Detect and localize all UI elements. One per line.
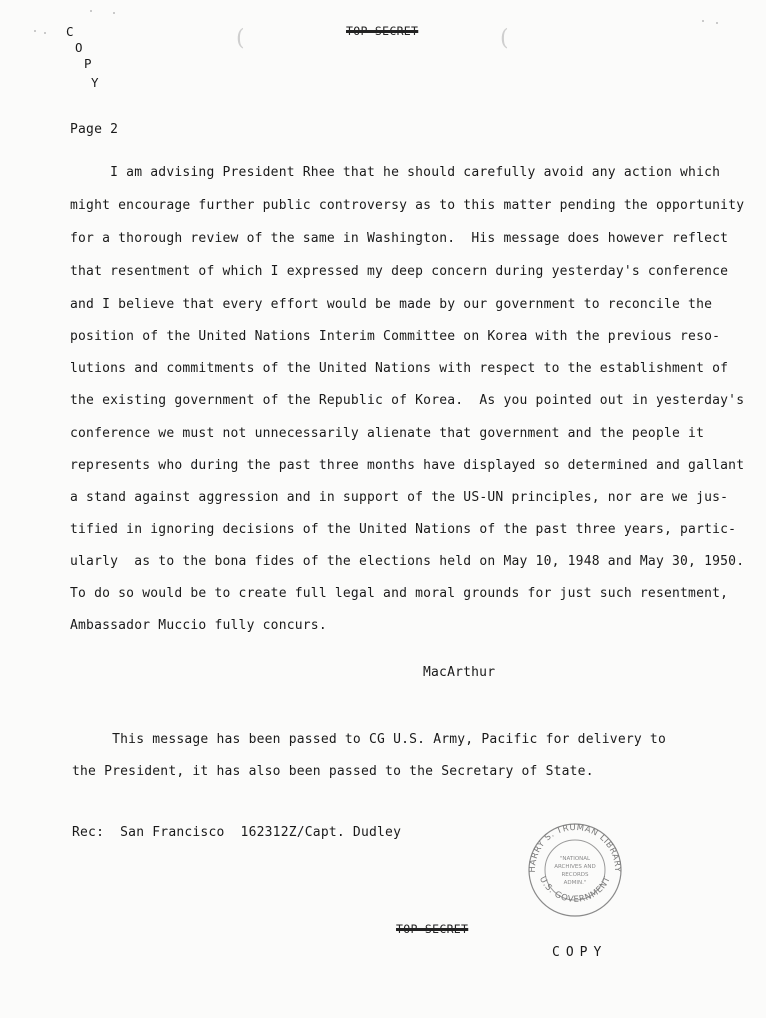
stamp-center-line: ADMIN." (563, 880, 587, 886)
body-line: position of the United Nations Interim Committee on Korea with the previous reso- (70, 329, 721, 344)
punch-hole-mark: ( (236, 26, 245, 51)
stamp-bottom-text: U.S. GOVERNMENT (536, 874, 614, 905)
scan-speck (90, 10, 92, 12)
body-line: lutions and commitments of the United Nations with respect to the establishment of (70, 361, 729, 376)
truman-library-stamp (521, 818, 629, 918)
body-line: might encourage further public controversy as to this matter pending the opportunity (70, 198, 745, 213)
body-line: I am advising President Rhee that he should carefully avoid any action which (70, 165, 721, 180)
body-line: conference we must not unnecessarily alienate that government and the people it (70, 426, 705, 441)
body-line: the existing government of the Republic of Korea. As you pointed out in yesterday's (70, 393, 745, 408)
body-line: a stand against aggression and in support of the US-UN principles, nor are we jus- (70, 490, 729, 505)
stamp-center-line: ARCHIVES AND (554, 864, 596, 870)
note-line: the President, it has also been passed to the Secretary of State. (72, 764, 594, 779)
signature: MacArthur (423, 665, 496, 680)
body-line: tified in ignoring decisions of the United Nations of the past three years, partic- (70, 522, 737, 537)
note-line: This message has been passed to CG U.S. Army, Pacific for delivery to (72, 732, 666, 747)
classification-top: TOP SECRET (346, 24, 419, 38)
classification-bottom: TOP SECRET (396, 922, 469, 936)
copy-letter-y: Y (91, 75, 99, 90)
body-line: represents who during the past three months have displayed so determined and gallant (70, 458, 745, 473)
receipt-line: Rec: San Francisco 162312Z/Capt. Dudley (72, 825, 402, 840)
body-line: for a thorough review of the same in Washington. His message does however reflect (70, 231, 729, 246)
scan-speck (34, 30, 36, 32)
scan-speck (716, 22, 718, 24)
page-number: Page 2 (70, 122, 119, 137)
footer-copy-label: COPY (552, 945, 608, 960)
body-line: that resentment of which I expressed my deep concern during yesterday's conference (70, 264, 729, 279)
body-line: and I believe that every effort would be made by our government to reconcile the (70, 297, 713, 312)
stamp-center-line: RECORDS (561, 872, 589, 878)
body-line: To do so would be to create full legal and moral grounds for just such resentment, (70, 586, 729, 601)
scan-speck (702, 20, 704, 22)
punch-hole-mark: ( (500, 26, 509, 51)
body-line: Ambassador Muccio fully concurs. (70, 618, 327, 633)
copy-letter-o: O (75, 40, 83, 55)
stamp-ring-text: HARRY S. TRUMAN LIBRARY (527, 822, 623, 873)
stamp-center-line: "NATIONAL (559, 856, 591, 862)
scan-speck (44, 32, 46, 34)
body-line: ularly as to the bona fides of the elections held on May 10, 1948 and May 30, 1950. (70, 554, 745, 569)
copy-letter-p: P (84, 56, 92, 71)
copy-letter-c: C (66, 24, 74, 39)
scan-speck (113, 12, 115, 14)
